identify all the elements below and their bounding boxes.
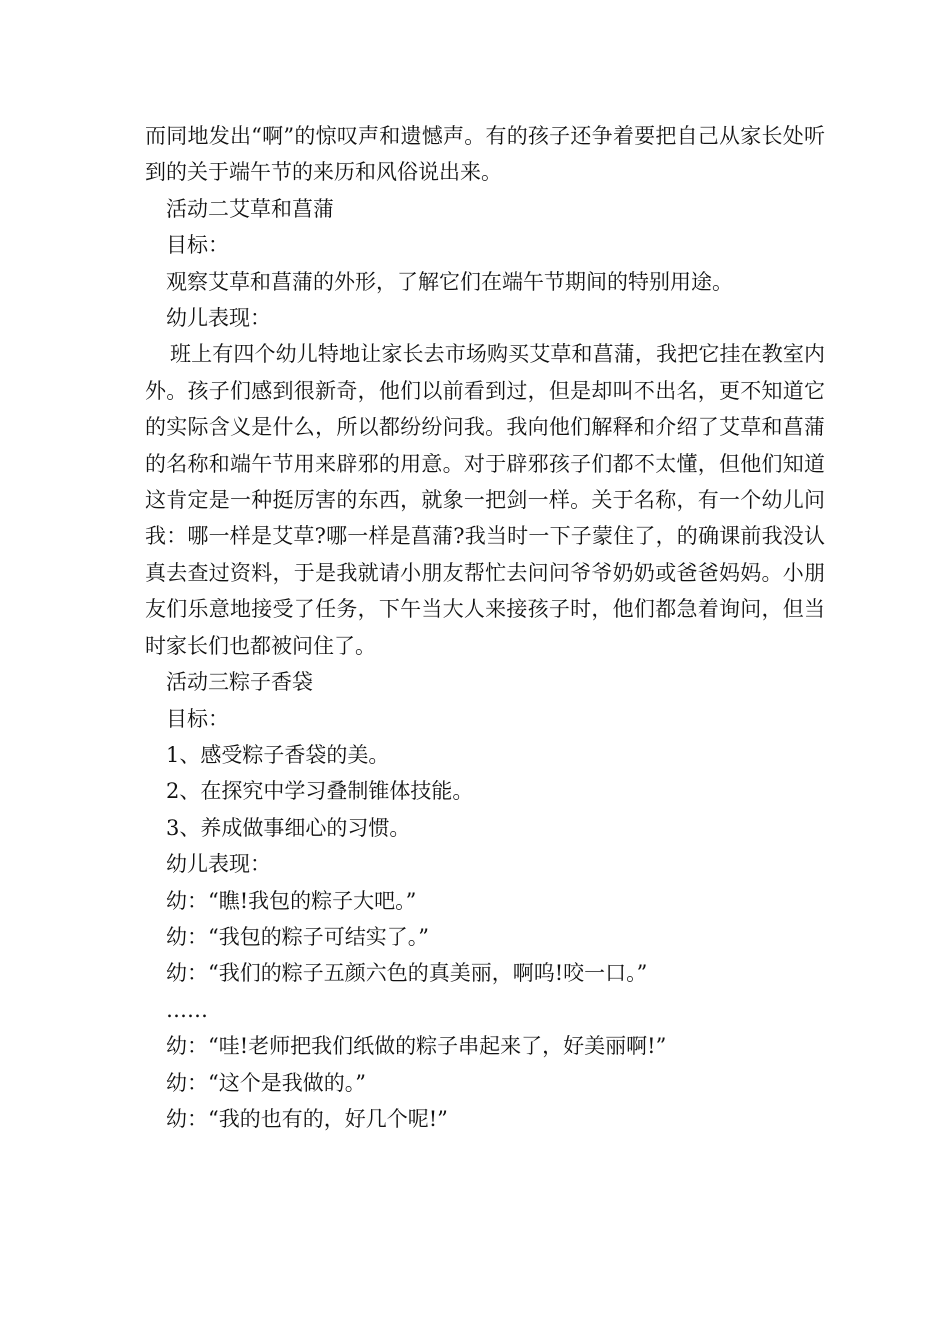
child-quote-5: 幼：“这个是我做的。” [166, 1070, 366, 1095]
activity-three-goal-3: 3、养成做事细心的习惯。 [166, 815, 411, 840]
child-quote-1: 幼：“瞧!我包的粽子大吧。” [166, 888, 417, 913]
activity-two-performance-label: 幼儿表现： [166, 306, 271, 331]
paragraph-intro-continuation: 而同地发出“啊”的惊叹声和遗憾声。有的孩子还争着要把自己从家长处听到的关于端午节的来历和风俗说出来。 [145, 124, 825, 185]
document-body [145, 118, 825, 1137]
activity-three-goal-label: 目标： [166, 706, 229, 731]
child-quote-4: 幼：“哇!老师把我们纸做的粽子串起来了，好美丽啊!” [166, 1034, 667, 1059]
activity-two-performance-text: 班上有四个幼儿特地让家长去市场购买艾草和菖蒲，我把它挂在教室内外。孩子们感到很新奇，他们以前看到过，但是却叫不出名，更不知道它的实际含义是什么，所以都纷纷问我。我向他们解释和介绍了艾草和菖蒲的名称和端午节用来辟邪的用意。对于辟邪孩子们都不太懂，但他们知道这肯定是一种挺厉害的东西，就象一把剑一样。关于名称，有一个幼儿问我：哪一样是艾草?哪一样是菖蒲?我当时一下子蒙住了，的确课前我没认真去查过资料，于是我就请小朋友帮忙去问问爷爷奶奶或爸爸妈妈。小朋友们乐意地接受了任务，下午当大人来接孩子时，他们都急着询问，但当时家长们也都被问住了。 [145, 342, 825, 658]
activity-two-goal-text: 观察艾草和菖蒲的外形，了解它们在端午节期间的特别用途。 [166, 269, 733, 294]
activity-three-goal-2: 2、在探究中学习叠制锥体技能。 [166, 779, 474, 804]
activity-two-heading: 活动二艾草和菖蒲 [166, 196, 334, 221]
activity-two-goal-label: 目标： [166, 233, 229, 258]
ellipsis-line: …… [166, 997, 208, 1022]
child-quote-6: 幼：“我的也有的，好几个呢!” [166, 1106, 448, 1131]
activity-three-goal-1: 1、感受粽子香袋的美。 [166, 742, 390, 767]
child-quote-2: 幼：“我包的粽子可结实了。” [166, 924, 429, 949]
activity-three-performance-label: 幼儿表现： [166, 852, 271, 877]
activity-three-heading: 活动三粽子香袋 [166, 670, 313, 695]
child-quote-3: 幼：“我们的粽子五颜六色的真美丽，啊呜!咬一口。” [166, 961, 648, 986]
